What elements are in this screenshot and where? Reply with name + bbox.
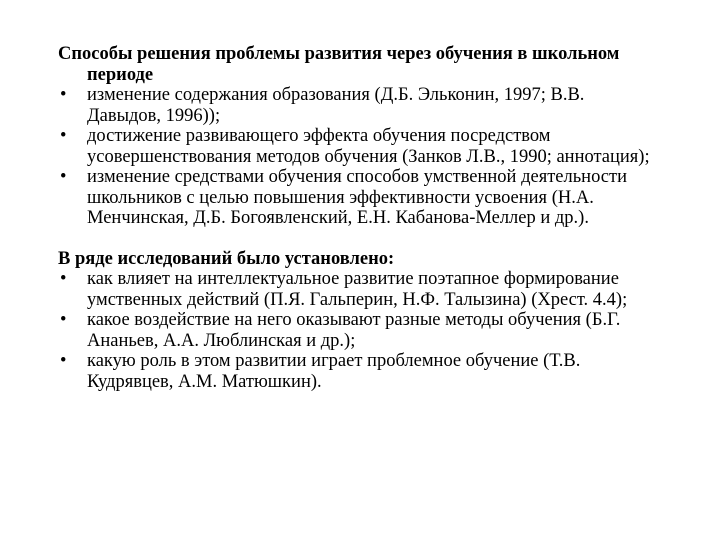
bullet-list xyxy=(58,269,658,392)
slide-content xyxy=(58,44,658,392)
list-item-text: достижение развивающего эффекта обучения посредством усовершенствования методов обучения (Занков Л.В., 1990; аннотация); xyxy=(87,126,650,167)
list-item-text: изменение средствами обучения способов умственной деятельности школьников с целью повышения эффективности усвоения (Н.А. Менчинская, Д.Б. Богоявленский, Е.Н. Кабанова-Меллер и др.). xyxy=(87,167,627,228)
section-heading: В ряде исследований было установлено: xyxy=(58,248,395,269)
list-item-text: какое воздействие на него оказывают разные методы обучения (Б.Г. Ананьев, А.А. Люблинская и др.); xyxy=(87,310,621,351)
list-item xyxy=(58,167,658,229)
list-item xyxy=(58,126,658,167)
list-item xyxy=(58,269,658,310)
section-research xyxy=(58,249,658,393)
bullet-icon: • xyxy=(60,85,67,105)
bullet-icon: • xyxy=(60,351,67,371)
list-item xyxy=(58,310,658,351)
list-item-text: какую роль в этом развитии играет проблемное обучение (Т.В. Кудрявцев, А.М. Матюшкин). xyxy=(87,351,581,392)
bullet-icon: • xyxy=(60,167,67,187)
list-item xyxy=(58,85,658,126)
section-heading: Способы решения проблемы развития через обучения в школьном периоде xyxy=(58,44,620,85)
section-methods xyxy=(58,44,658,229)
bullet-icon: • xyxy=(60,269,67,289)
bullet-icon: • xyxy=(60,126,67,146)
list-item-text: изменение содержания образования (Д.Б. Эльконин, 1997; В.В. Давыдов, 1996)); xyxy=(87,85,585,126)
list-item xyxy=(58,351,658,392)
list-item-text: как влияет на интеллектуальное развитие поэтапное формирование умственных действий (П.Я. Гальперин, Н.Ф. Талызина) (Хрест. 4.4); xyxy=(87,269,628,310)
bullet-icon: • xyxy=(60,310,67,330)
bullet-list xyxy=(58,85,658,229)
